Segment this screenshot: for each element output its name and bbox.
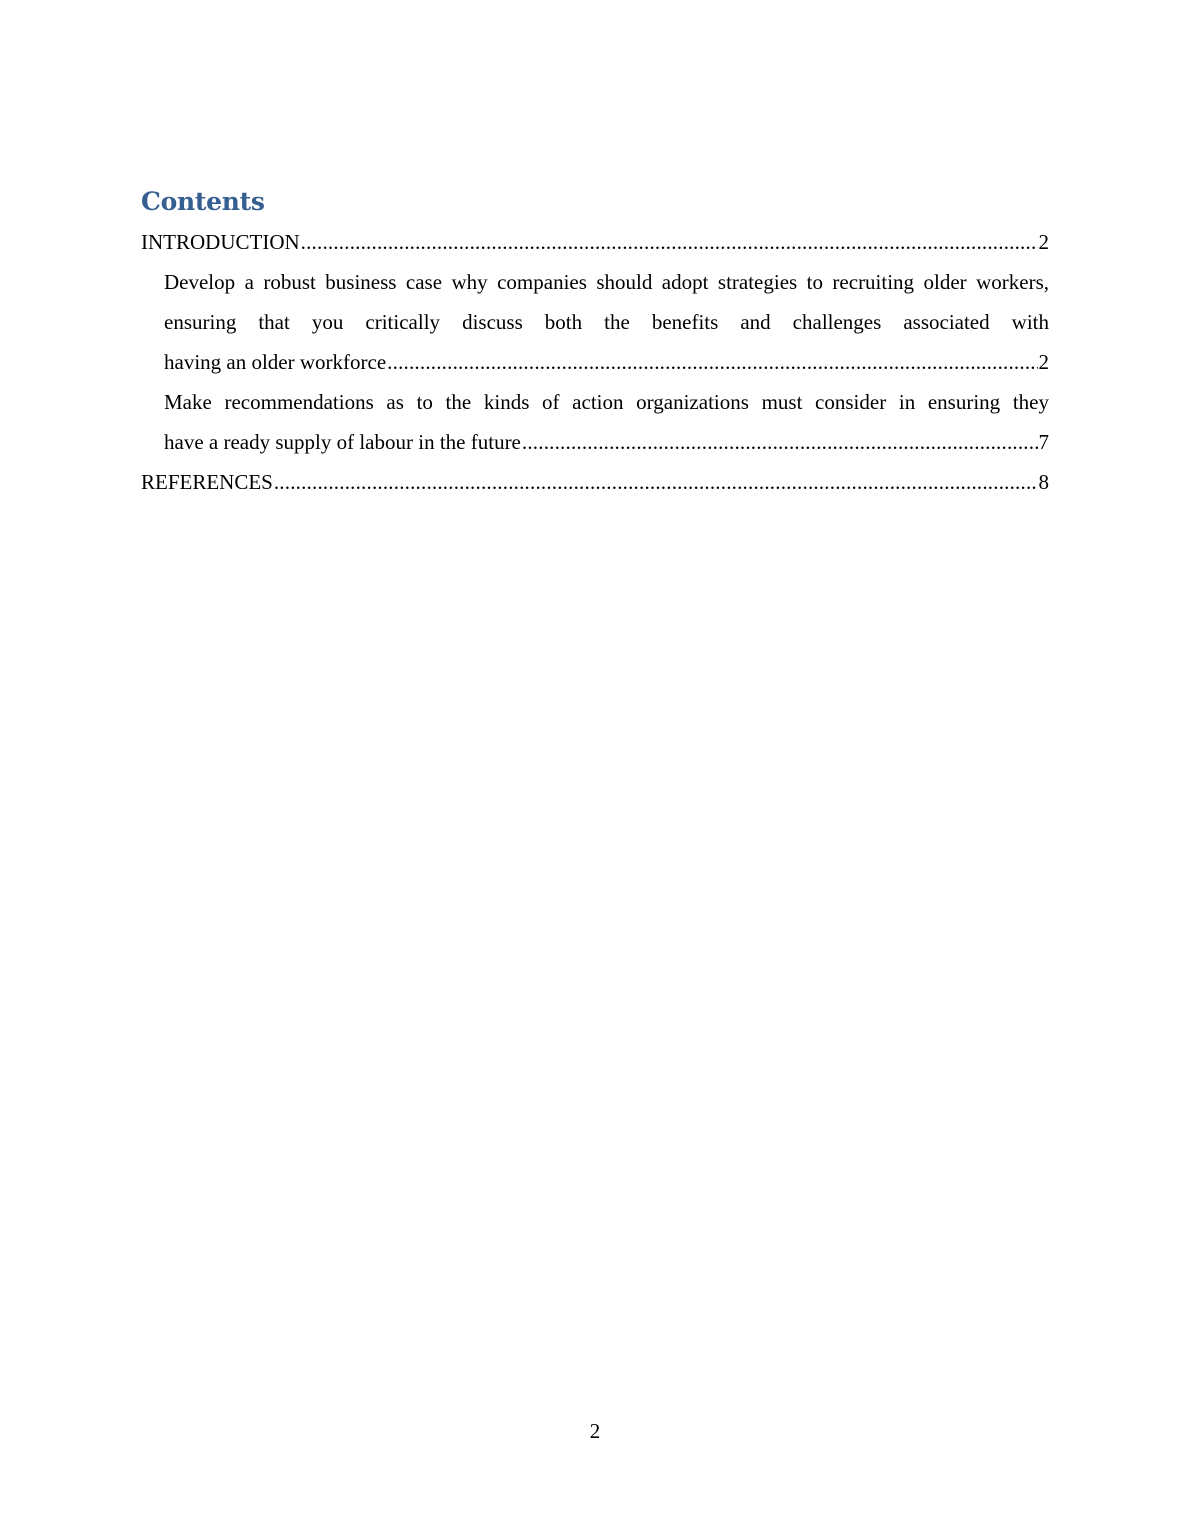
page-number: 2 [589, 1419, 601, 1443]
toc-dot-leader [522, 422, 1038, 462]
toc-title: Contents [141, 187, 265, 216]
toc-entry-line [164, 422, 1049, 462]
toc-entry-recommendations[interactable] [164, 382, 1049, 462]
toc-page-number: 7 [1038, 430, 1049, 454]
toc-dot-leader [301, 222, 1038, 262]
toc-page-number: 2 [1038, 230, 1049, 254]
toc-entry-text: INTRODUCTION [141, 230, 300, 254]
toc-entry-text-lead: Make recommendations as to the kinds of action organizations must consider in ensuring they [164, 390, 1049, 414]
toc-entry-line [141, 462, 1049, 502]
toc-entry-references[interactable] [141, 462, 1049, 502]
toc-entry-text: have a ready supply of labour in the future [164, 430, 521, 454]
toc-dot-leader [274, 462, 1038, 502]
toc-entry-text: REFERENCES [141, 470, 273, 494]
toc-entry-introduction[interactable] [141, 222, 1049, 262]
toc-entry-line [164, 342, 1049, 382]
toc-entry-text: having an older workforce [164, 350, 387, 374]
toc-page-number: 2 [1038, 350, 1049, 374]
toc-page-number: 8 [1038, 470, 1049, 494]
toc-entry-business-case[interactable] [164, 262, 1049, 382]
toc-entry-text-lead: Develop a robust business case why companies should adopt strategies to recruiting older workers, ensuring that you critically discuss both the benefits and challenges associated with [164, 270, 1049, 334]
toc-dot-leader [387, 342, 1037, 382]
toc-entry-line [141, 222, 1049, 262]
table-of-contents [141, 186, 1049, 502]
